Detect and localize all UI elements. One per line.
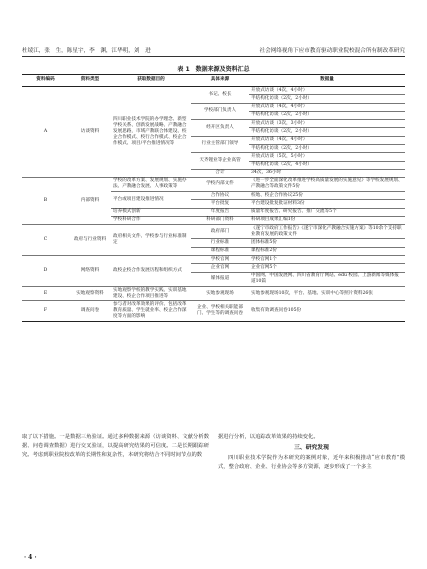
table-cell: 合作协议	[191, 191, 249, 199]
table-cell: 平台或项目建设推进情况	[111, 191, 191, 208]
table-cell: 半结构化访谈（2次，2小时）	[249, 95, 405, 103]
table-cell: 34次，36小时	[249, 169, 405, 177]
table-cell: 企业官网	[191, 264, 249, 272]
table-cell: 课程标准2份	[249, 247, 405, 255]
table-cell: 政府相关文件、学校参与行业标准制定	[111, 225, 191, 256]
table-cell: 内部资料	[69, 177, 111, 225]
column-header: 资料编码	[22, 75, 69, 87]
running-header	[22, 40, 405, 57]
table-cell: 调查问卷	[69, 301, 111, 321]
table-cell: F	[22, 301, 69, 321]
table-cell: 《进一步全面深化改革推进学校高质量发展的实施意见》等学校发展规划、产教融合等政策文件5份	[249, 177, 405, 191]
table-row	[22, 87, 405, 95]
table-cell: 书记、校长	[191, 87, 249, 104]
table-cell: 科研项目成果汇编1份	[249, 216, 405, 224]
table-cell: 学校部门负责人	[191, 103, 249, 120]
table-cell: 行业标准	[191, 239, 249, 247]
column-header: 资料类型	[69, 75, 111, 87]
table-cell: 四川职业技术学院的办学理念、新型学校关系、创新发展战略、产教融合发展思路，市域产教联合体建设、校企合作模式、校行合作模式、校企合作模式、项目/平台推进情况等	[111, 87, 191, 178]
table-cell: 政府部门	[191, 225, 249, 239]
table-cell: 合计	[191, 169, 249, 177]
page-number: · 4 ·	[24, 554, 37, 561]
table-cell: 实地参观现场	[191, 286, 249, 300]
table-cell: 学校科研合作	[111, 216, 191, 224]
table-cell: 开放式访谈（4次，4小时）	[249, 136, 405, 144]
table-cell: 访谈资料	[69, 87, 111, 178]
table-cell: 实地参观现场10次，平台、基地、实训中心等照片资料26张	[249, 286, 405, 300]
table-cell: 半结构化访谈（2次，2小时）	[249, 144, 405, 152]
table-cell: E	[22, 286, 69, 300]
table-caption: 表 1 数据来源及资料汇总	[177, 66, 250, 73]
table-cell: 质量年度报告、研究报告、推广交流等5个	[249, 208, 405, 216]
table-cell: 《遂宁市政府工作报告》《遂宁市深化产教融合实施方案》等10余个支持职业教育发展的政策文件	[249, 225, 405, 239]
table-cell: 科研部门资料	[191, 216, 249, 224]
body-paragraph: 据进行分析，以追踪改革效果的持续变化。	[218, 434, 319, 440]
table-cell: 学校内部文件	[191, 177, 249, 191]
table-cell: 实地观察资料	[69, 286, 111, 300]
column-header: 获取数据目的	[111, 75, 191, 87]
table-header-row	[22, 75, 405, 87]
table-cell: 行业主管部门领导	[191, 136, 249, 153]
table-row	[22, 256, 405, 264]
table-cell: 团体标准5份	[249, 239, 405, 247]
table-cell: C	[22, 225, 69, 256]
table-cell: 实地观察学校的教学实践、实训基地建设、校企合作项目推进等	[111, 286, 191, 300]
table-cell: 平台建设批复批证材料3份	[249, 200, 405, 208]
column-header: 具体来源	[191, 75, 249, 87]
table-cell: 半结构化访谈（2次，2小时）	[249, 111, 405, 119]
table-cell: 开放式访谈（4次，4小时）	[249, 87, 405, 95]
table-cell: 政府与行业资料	[69, 225, 111, 256]
table-cell: 媒体报道	[191, 272, 249, 286]
table-cell: 收集有效调查问卷105份	[249, 301, 405, 321]
table-cell: 经开区负责人	[191, 120, 249, 137]
header-title: 社会网络视角下应市教育驱动职业院校混合所有制改革研究	[259, 48, 405, 54]
table-cell: 年度报告	[191, 208, 249, 216]
table-cell: 网络资料	[69, 256, 111, 287]
column-header: 数据量	[249, 75, 405, 87]
table-cell: 平台批复	[191, 200, 249, 208]
body-column-left	[22, 433, 209, 460]
table-row	[22, 301, 405, 321]
table-cell: 半结构化访谈（2次，4小时）	[249, 161, 405, 169]
data-source-table	[22, 74, 405, 322]
table-cell: 天齐锂业等企业高管	[191, 153, 249, 170]
table-cell: 开放式访谈（4次，4小时）	[249, 103, 405, 111]
body-paragraph: 四川职业技术学院作为本研究的案例对象，近年来积极推动“应市教育”模式，整合政府、企业、行业协会等多方资源，逐步形成了一个多主	[218, 455, 405, 471]
header-authors: 杜绫江，张 生，陈星宇，李 渊，江华明，刘 进	[22, 48, 151, 54]
table-cell: 开放式访谈（3次，3小时）	[249, 120, 405, 128]
table-cell: 开放式访谈（5次，5小时）	[249, 153, 405, 161]
table-cell: 学校官网1个	[249, 256, 405, 264]
table-row	[22, 177, 405, 191]
table-cell: 学校官网	[191, 256, 249, 264]
section-heading: 三、研究发现	[294, 445, 329, 452]
table-cell: 培养模式创新	[111, 208, 191, 216]
table-row	[22, 225, 405, 239]
table-cell: 企业官网5个	[249, 264, 405, 272]
table-cell: B	[22, 177, 69, 225]
table-cell: 课程标准	[191, 247, 249, 255]
table-cell: 参与者对改革效果的评价、包括改革教育质量、学生就业率、校企合作深度等方面的影响	[111, 301, 191, 321]
table-cell: 政校企校合作发展历程和组织方式	[111, 256, 191, 287]
table-cell: 学校的改革方案、发展规划、实施办法、产教融合发展、人事政策等	[111, 177, 191, 191]
body-paragraph: 取了以下措施。一是数据三角验证。通过多种数据来源（访谈资料、文献分析数据、问卷调查数据）进行交叉验证，以提高研究结果的可信度。二是长期跟踪研究。考虑到职业院校改革的长期性和复杂性，本研究将结合不同时间节点的数	[22, 434, 209, 459]
table-cell: 中国网、中国发展网、四川省教育厅网站、edu 校园、上游新闻等媒体报道10篇	[249, 272, 405, 286]
table-cell: D	[22, 256, 69, 287]
body-column-right	[218, 433, 405, 472]
table-body	[22, 87, 405, 322]
table-cell: 校地、校企合作协议25份	[249, 191, 405, 199]
table-cell: 企业、学校相关职能部门、学生等的调查问卷	[191, 301, 249, 321]
table-cell: A	[22, 87, 69, 178]
table-cell: 半结构化访谈（2次，2小时）	[249, 128, 405, 136]
